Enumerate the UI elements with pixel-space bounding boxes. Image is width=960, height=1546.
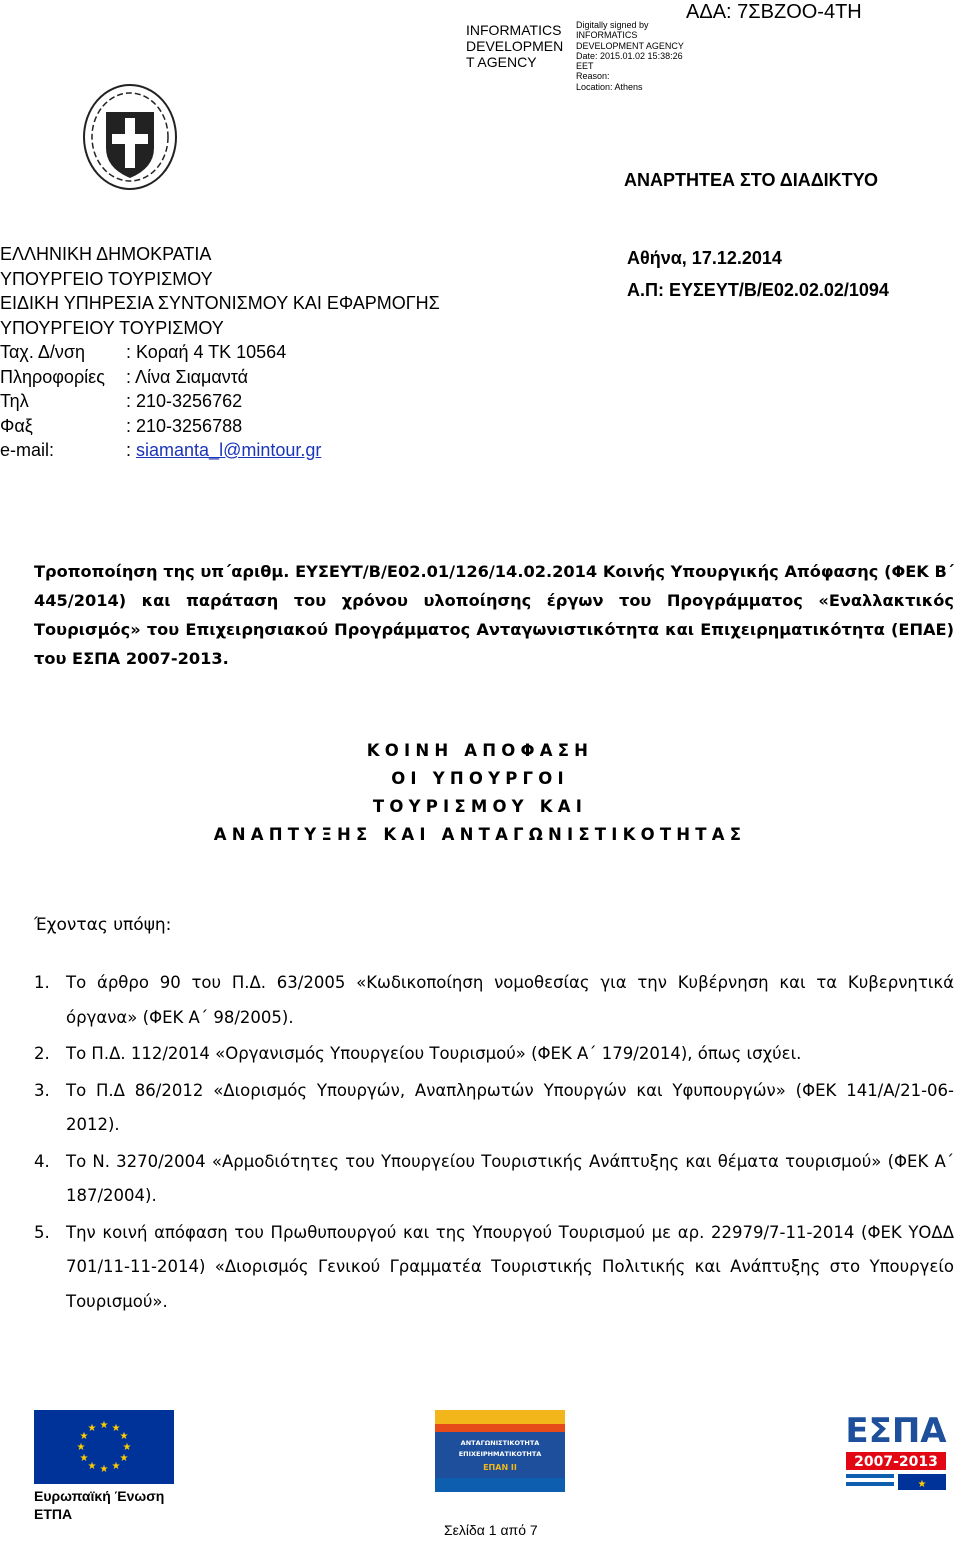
mid-logo-line: ΑΝΤΑΓΩΝΙΣΤΙΚΟΤΗΤΑ (460, 1439, 540, 1447)
svg-text:★: ★ (119, 1431, 129, 1442)
contact-email (0, 438, 440, 463)
svg-text:★: ★ (79, 1453, 89, 1464)
signature-detail-line: INFORMATICS (576, 30, 638, 41)
contact-label: Ταχ. Δ/νση (0, 342, 86, 362)
item-number: 1. (34, 973, 50, 992)
sender-line: ΕΙΔΙΚΗ ΥΠΗΡΕΣΙΑ ΣΥΝΤΟΝΙΣΜΟΥ ΚΑΙ ΕΦΑΡΜΟΓΗΣ (0, 293, 440, 313)
page-number: Σελίδα 1 από 7 (444, 1522, 538, 1538)
svg-text:★: ★ (111, 1423, 121, 1434)
contact-fax (0, 414, 440, 439)
contact-phone (0, 389, 440, 414)
svg-text:★: ★ (79, 1431, 89, 1442)
sender-block (0, 242, 440, 463)
signature-name-line: T AGENCY (466, 54, 537, 70)
item-text: Το Π.Δ. 112/2014 «Οργανισμός Υπουργείου Τουρισμού» (ΦΕΚ Α΄ 179/2014), όπως ισχύει. (66, 1044, 802, 1063)
signature-detail-line: Digitally signed by (576, 20, 649, 30)
contact-value: : 210-3256788 (126, 415, 243, 436)
signature-name-line: INFORMATICS (466, 22, 562, 38)
svg-text:★: ★ (87, 1461, 97, 1472)
considerations-list (34, 966, 954, 1321)
svg-text:★: ★ (119, 1453, 129, 1464)
greek-emblem-icon (80, 82, 180, 192)
email-link[interactable]: siamanta_l@mintour.gr (136, 440, 322, 460)
competitiveness-logo (435, 1410, 565, 1492)
signature-detail-line: Location: Athens (576, 81, 643, 92)
eu-label-line: ΕΤΠΑ (34, 1506, 73, 1522)
sender-line: ΥΠΟΥΡΓΕΙΟ ΤΟΥΡΙΣΜΟΥ (0, 268, 213, 289)
item-text: Το Π.Δ 86/2012 «Διορισμός Υπουργών, Αναπληρωτών Υπουργών και Υφυπουργών» (ΦΕΚ 141/Α/21-06-2012). (66, 1080, 954, 1134)
meta-block (627, 242, 889, 306)
eu-label (34, 1487, 164, 1523)
contact-label: Πληροφορίες (0, 366, 105, 387)
espa-text: ΕΣΠΑ (845, 1411, 947, 1451)
list-item (34, 1216, 954, 1320)
list-item (34, 1145, 954, 1214)
svg-text:★: ★ (99, 1464, 109, 1475)
mid-logo-line: ΕΠΙΧΕΙΡΗΜΑΤΙΚΟΤΗΤΑ (458, 1450, 542, 1458)
contact-label: Τηλ (0, 391, 29, 411)
decision-heading: ΑΝΑΠΤΥΞΗΣ ΚΑΙ ΑΝΤΑΓΩΝΙΣΤΙΚΟΤΗΤΑΣ (213, 825, 747, 844)
eu-flag-icon (34, 1410, 174, 1484)
contact-label: Φαξ (0, 415, 33, 436)
contact-value: : Κοραή 4 ΤΚ 10564 (126, 342, 287, 362)
signature-name-line: DEVELOPMEN (466, 38, 564, 54)
svg-text:★: ★ (87, 1423, 97, 1434)
svg-text:★: ★ (111, 1461, 121, 1472)
contact-info (0, 365, 440, 390)
considering-intro: Έχοντας υπόψη: (34, 915, 172, 935)
item-number: 4. (34, 1151, 50, 1171)
decision-heading: ΤΟΥΡΙΣΜΟΥ ΚΑΙ (372, 797, 588, 816)
contact-value: : Λίνα Σιαμαντά (126, 366, 249, 387)
item-text: Το Ν. 3270/2004 «Αρμοδιότητες του Υπουργείου Τουριστικής Ανάπτυξης και θέματα τουρισμού» (ΦΕΚ Α΄ 187/2004). (66, 1151, 954, 1205)
ada-code: ΑΔΑ: 7ΣΒΖΟΟ-4ΤΗ (686, 1, 862, 23)
sender-line: ΕΛΛΗΝΙΚΗ ΔΗΜΟΚΡΑΤΙΑ (0, 244, 212, 264)
espa-logo (840, 1408, 952, 1500)
protocol-number: Α.Π: ΕΥΣΕΥΤ/Β/Ε02.02.02/1094 (627, 280, 889, 300)
signature-detail-line: EET (576, 61, 594, 72)
decision-heading: ΟΙ ΥΠΟΥΡΓΟΙ (391, 769, 569, 788)
espa-years: 2007-2013 (854, 1454, 938, 1470)
eu-label-line: Ευρωπαϊκή Ένωση (34, 1488, 165, 1504)
signature-name (466, 22, 576, 70)
svg-text:★: ★ (917, 1479, 927, 1490)
subject-paragraph: Τροποποίηση της υπ΄αριθμ. ΕΥΣΕΥΤ/Β/Ε02.01/126/14.02.2014 Κοινής Υπουργικής Απόφασης (ΦΕΚ Β΄ 445/2014) και παράταση του χρόνου υλοποίησης έργων του Προγράμματος «Εναλλακτικός Τουρισμός» του Επιχειρησιακού Προγράμματος Ανταγωνιστικότητα και Επιχειρηματικότητα (ΕΠΑΕ) του ΕΣΠΑ 2007-2013. (34, 562, 954, 668)
item-number: 2. (34, 1044, 50, 1063)
signature-detail-line: Date: 2015.01.02 15:38:26 (576, 50, 683, 61)
signature-detail-line: Reason: (576, 71, 610, 82)
item-text: Το άρθρο 90 του Π.Δ. 63/2005 «Κωδικοποίηση νομοθεσίας για την Κυβέρνηση και τα Κυβερνητικά όργανα» (ΦΕΚ Α΄ 98/2005). (66, 973, 954, 1027)
list-item (34, 966, 954, 1035)
contact-value: : 210-3256762 (126, 391, 243, 411)
decision-heading: ΚΟΙΝΗ ΑΠΟΦΑΣΗ (366, 741, 594, 760)
item-number: 3. (34, 1080, 50, 1100)
contact-label: e-mail: (0, 440, 55, 460)
post-notice: ΑΝΑΡΤΗΤΕΑ ΣΤΟ ΔΙΑΔΙΚΤΥΟ (624, 170, 878, 190)
signature-detail-line: DEVELOPMENT AGENCY (576, 40, 684, 51)
svg-text:★: ★ (122, 1442, 132, 1453)
contact-prefix: : (126, 440, 137, 460)
item-text: Την κοινή απόφαση του Πρωθυπουργού και της Υπουργού Τουρισμού με αρ. 22979/7-11-2014 (ΦΕΚ ΥΟΔΔ 701/11-11-2014) «Διορισμός Γενικού Γραμματέα Τουριστικής Πολιτικής και Ανάπτυξης στο Υπουργείο Τουρισμού». (66, 1222, 954, 1311)
svg-text:★: ★ (99, 1420, 109, 1431)
svg-text:★: ★ (76, 1442, 86, 1453)
contact-address (0, 340, 440, 365)
signature-details (576, 20, 696, 92)
list-item (34, 1074, 954, 1143)
list-item (34, 1037, 954, 1072)
document-date: Αθήνα, 17.12.2014 (627, 248, 782, 268)
item-number: 5. (34, 1222, 50, 1242)
mid-logo-line: ΕΠΑΝ ΙΙ (483, 1463, 517, 1472)
sender-line: ΥΠΟΥΡΓΕΙΟΥ ΤΟΥΡΙΣΜΟΥ (0, 317, 224, 338)
